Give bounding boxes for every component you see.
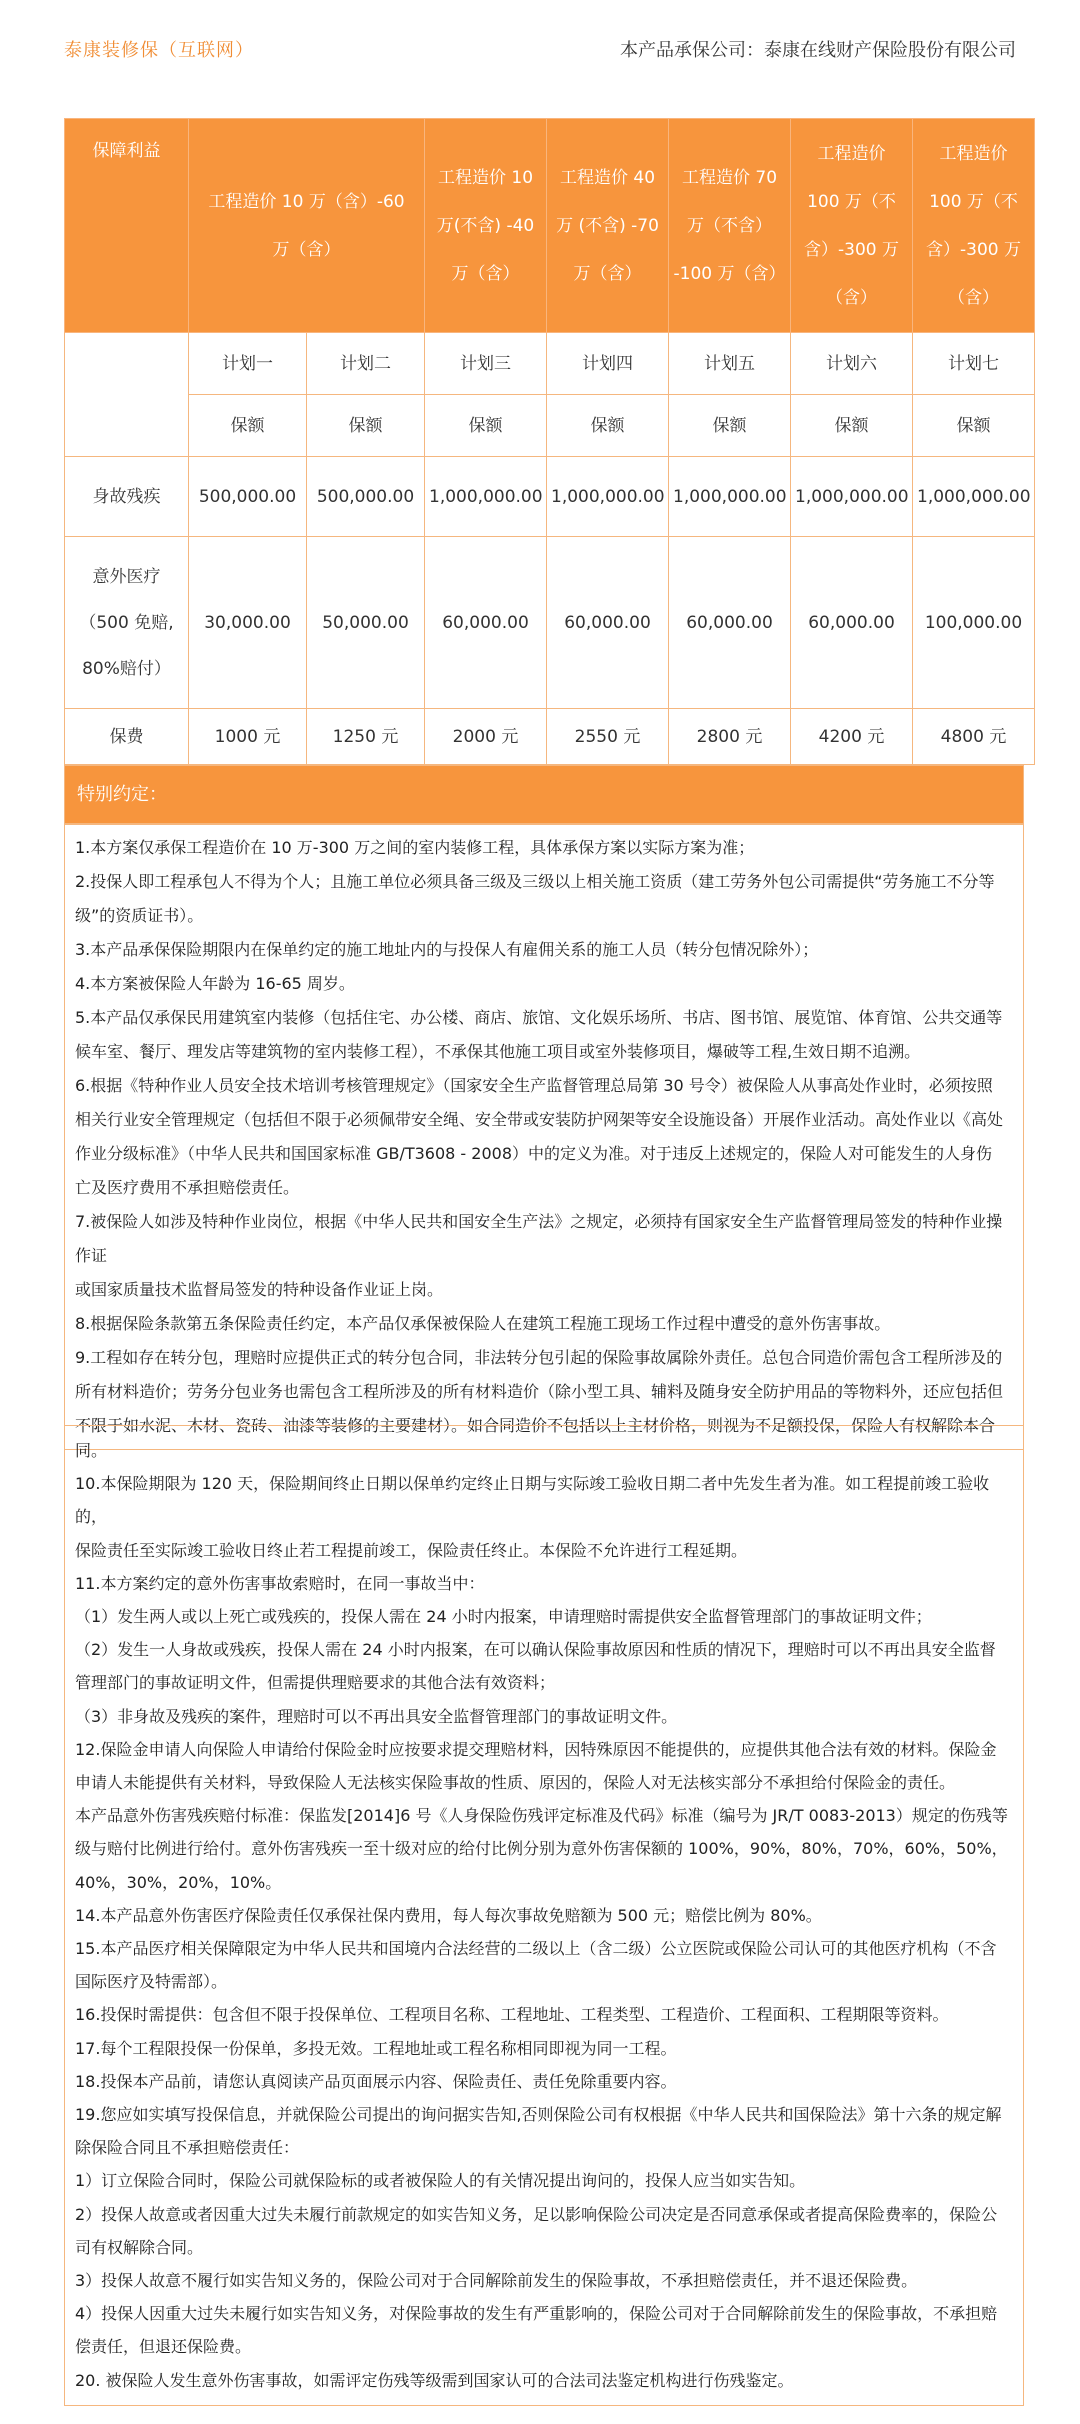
brand-title: 泰康装修保（互联网）: [64, 40, 254, 61]
table-row: [65, 709, 1035, 765]
term-line: 作业分级标准》（中华人民共和国国家标准 GB/T3608 - 2008）中的定义为准。对于违反上述规定的，保险人对可能发生的人身伤: [75, 1144, 993, 1163]
blank-cell: [65, 333, 189, 457]
term-line: 20. 被保险人发生意外伤害事故，如需评定伤残等级需到国家认可的合法司法鉴定机构进行伤残鉴定。: [75, 2370, 794, 2390]
table-cell: 1,000,000.00: [913, 457, 1035, 537]
term-line: 3）投保人故意不履行如实告知义务的，保险公司对于合同解除前发生的保险事故，不承担赔偿责任，并不退还保险费。: [75, 2271, 918, 2291]
special-terms-part2: [64, 1425, 1024, 2406]
table-cell: 1,000,000.00: [425, 457, 547, 537]
table-cell: 30,000.00: [189, 537, 307, 709]
term-line: 15.本产品医疗相关保障限定为中华人民共和国境内合法经营的二级以上（含二级）公立医院或保险公司认可的其他医疗机构（不含: [75, 1939, 997, 1959]
term-line: 除保险合同且不承担赔偿责任：: [75, 2138, 300, 2158]
term-line: 4）投保人因重大过失未履行如实告知义务，对保险事故的发生有严重影响的，保险公司对于合同解除前发生的保险事故，不承担赔: [75, 2304, 998, 2324]
benefit-table: [64, 118, 1035, 765]
amount-label: 保额: [547, 395, 669, 457]
table-row: [65, 537, 1035, 709]
term-line: 9.工程如存在转分包，理赔时应提供正式的转分包合同，非法转分包引起的保险事故属除外责任。总包合同造价需包含工程所涉及的: [75, 1348, 1003, 1367]
table-cell: 500,000.00: [189, 457, 307, 537]
amount-label: 保额: [791, 395, 913, 457]
table-cell: 50,000.00: [307, 537, 425, 709]
plan-name: 计划一: [189, 333, 307, 395]
term-line: 或国家质量技术监督局签发的特种设备作业证上岗。: [75, 1280, 444, 1299]
plan-name: 计划五: [669, 333, 791, 395]
term-line: 5.本产品仅承保民用建筑室内装修（包括住宅、办公楼、商店、旅馆、文化娱乐场所、书店、图书馆、展览馆、体育馆、公共交通等: [75, 1008, 1003, 1027]
amount-label: 保额: [425, 395, 547, 457]
term-line: 18.投保本产品前，请您认真阅读产品页面展示内容、保险责任、责任免除重要内容。: [75, 2071, 677, 2091]
plan-name: 计划二: [307, 333, 425, 395]
amount-label: 保额: [913, 395, 1035, 457]
table-cell: 1000 元: [189, 709, 307, 765]
term-line: 申请人未能提供有关材料，导致保险人无法核实保险事故的性质、原因的，保险人对无法核实部分不承担给付保险金的责任。: [75, 1773, 956, 1793]
amount-label: 保额: [189, 395, 307, 457]
term-line: 16.投保时需提供：包含但不限于投保单位、工程项目名称、工程地址、工程类型、工程造价、工程面积、工程期限等资料。: [75, 2005, 949, 2025]
term-line: 4.本方案被保险人年龄为 16-65 周岁。: [75, 974, 355, 993]
term-line: 同。: [75, 1441, 108, 1460]
term-line: 40%，30%，20%，10%。: [75, 1872, 282, 1892]
plan-name: 计划七: [913, 333, 1035, 395]
term-line: 14.本产品意外伤害医疗保险责任仅承保社保内费用，每人每次事故免赔额为 500 元；赔偿比例为 80%。: [75, 1905, 822, 1925]
term-line: 相关行业安全管理规定（包括但不限于必须佩带安全绳、安全带或安装防护网架等安全设施设备）开展作业活动。高处作业以《高处: [75, 1110, 1004, 1129]
table-cell: 4800 元: [913, 709, 1035, 765]
term-line: 1）订立保险合同时，保险公司就保险标的或者被保险人的有关情况提出询问的，投保人应当如实告知。: [75, 2171, 806, 2191]
plan-name: 计划六: [791, 333, 913, 395]
table-cell: 60,000.00: [669, 537, 791, 709]
term-line: （1）发生两人或以上死亡或残疾的，投保人需在 24 小时内报案，申请理赔时需提供安全监督管理部门的事故证明文件；: [75, 1607, 932, 1627]
term-line: 2.投保人即工程承包人不得为个人；且施工单位必须具备三级及三级以上相关施工资质（建工劳务外包公司需提供“劳务施工不分等: [75, 872, 995, 891]
term-line: 所有材料造价；劳务分包业务也需包含工程所涉及的所有材料造价（除小型工具、辅料及随身安全防护用品的等物料外，还应包括但: [75, 1382, 1004, 1401]
row-label: 保费: [65, 709, 189, 765]
amount-label: 保额: [669, 395, 791, 457]
term-line: 17.每个工程限投保一份保单，多投无效。工程地址或工程名称相同即视为同一工程。: [75, 2038, 677, 2058]
amount-label-row: [65, 395, 1035, 457]
plan-name-row: [65, 333, 1035, 395]
term-line: 级与赔付比例进行给付。意外伤害残疾一至十级对应的给付比例分别为意外伤害保额的 100%，90%，80%，70%，60%，50%，: [75, 1839, 1008, 1859]
table-header-row: [65, 119, 1035, 333]
underwriter-text: 本产品承保公司：泰康在线财产保险股份有限公司: [620, 40, 1016, 61]
term-line: 偿责任，但退还保险费。: [75, 2337, 252, 2357]
term-line: 10.本保险期限为 120 天，保险期间终止日期以保单约定终止日期与实际竣工验收日期二者中先发生者为准。如工程提前竣工验收的，: [75, 1474, 990, 1527]
table-cell: 60,000.00: [791, 537, 913, 709]
row-label: 意外医疗 （500 免赔, 80%赔付）: [65, 537, 189, 709]
term-line: 亡及医疗费用不承担赔偿责任。: [75, 1178, 300, 1197]
page-header: [0, 0, 1080, 100]
tier-header: 工程造价 100 万（不 含）-300 万 （含）: [913, 119, 1035, 333]
term-line: 3.本产品承保保险期限内在保单约定的施工地址内的与投保人有雇佣关系的施工人员（转分包情况除外）；: [75, 940, 819, 959]
row-label: 身故残疾: [65, 457, 189, 537]
table-cell: 2800 元: [669, 709, 791, 765]
term-line: 12.保险金申请人向保险人申请给付保险金时应按要求提交理赔材料，因特殊原因不能提供的，应提供其他合法有效的材料。保险金: [75, 1739, 997, 1759]
term-line: 11.本方案约定的意外伤害事故索赔时，在同一事故当中：: [75, 1573, 485, 1593]
table-cell: 500,000.00: [307, 457, 425, 537]
tier-header: 工程造价 10 万(不含) -40 万（含）: [425, 119, 547, 333]
term-line: 保险责任至实际竣工验收日终止若工程提前竣工，保险责任终止。本保险不允许进行工程延期。: [75, 1540, 748, 1560]
term-line: （3）非身故及残疾的案件，理赔时可以不再出具安全监督管理部门的事故证明文件。: [75, 1706, 678, 1726]
table-cell: 100,000.00: [913, 537, 1035, 709]
tier-header: 工程造价 40 万 (不含) -70 万（含）: [547, 119, 669, 333]
term-line: 19.您应如实填写投保信息，并就保险公司提出的询问据实告知,否则保险公司有权根据《中华人民共和国保险法》第十六条的规定解: [75, 2105, 1002, 2125]
table-cell: 60,000.00: [425, 537, 547, 709]
term-line: 国际医疗及特需部）。: [75, 1972, 228, 1992]
tier-header: 工程造价 70 万（不含） -100 万（含）: [669, 119, 791, 333]
amount-label: 保额: [307, 395, 425, 457]
table-cell: 2550 元: [547, 709, 669, 765]
product-content: [64, 118, 1031, 1450]
table-cell: 2000 元: [425, 709, 547, 765]
special-terms-part1: [64, 824, 1024, 1450]
table-cell: 4200 元: [791, 709, 913, 765]
table-row: [65, 457, 1035, 537]
tier-header: 工程造价 10 万（含）-60 万（含）: [189, 119, 425, 333]
term-line: 司有权解除合同。: [75, 2237, 204, 2257]
term-line: 6.根据《特种作业人员安全技术培训考核管理规定》（国家安全生产监督管理总局第 30 号令）被保险人从事高处作业时，必须按照: [75, 1076, 993, 1095]
term-line: 本产品意外伤害残疾赔付标准：保监发[2014]6 号《人身保险伤残评定标准及代码》标准（编号为 JR/T 0083-2013）规定的伤残等: [75, 1806, 1008, 1826]
term-line: 候车室、餐厅、理发店等建筑物的室内装修工程），不承保其他施工项目或室外装修项目，爆破等工程,生效日期不追溯。: [75, 1042, 921, 1061]
table-cell: 1250 元: [307, 709, 425, 765]
table-cell: 1,000,000.00: [547, 457, 669, 537]
special-terms-title: 特别约定：: [64, 765, 1024, 824]
term-line: 管理部门的事故证明文件，但需提供理赔要求的其他合法有效资料；: [75, 1673, 556, 1693]
table-cell: 60,000.00: [547, 537, 669, 709]
term-line: （2）发生一人身故或残疾，投保人需在 24 小时内报案，在可以确认保险事故原因和性质的情况下，理赔时可以不再出具安全监督: [75, 1640, 996, 1660]
term-line: 8.根据保险条款第五条保险责任约定，本产品仅承保被保险人在建筑工程施工现场工作过程中遭受的意外伤害事故。: [75, 1314, 891, 1333]
table-cell: 1,000,000.00: [791, 457, 913, 537]
term-line: 1.本方案仅承保工程造价在 10 万-300 万之间的室内装修工程，具体承保方案以实际方案为准；: [75, 838, 755, 857]
plan-name: 计划四: [547, 333, 669, 395]
term-line: 不限于如水泥、木材、瓷砖、油漆等装修的主要建材）。如合同造价不包括以上主材价格，则视为不足额投保，保险人有权解除本合: [75, 1416, 996, 1435]
term-line: 7.被保险人如涉及特种作业岗位，根据《中华人民共和国安全生产法》之规定，必须持有国家安全生产监督管理局签发的特种作业操作证: [75, 1212, 1003, 1265]
corner-header: 保障利益: [65, 119, 189, 333]
table-cell: 1,000,000.00: [669, 457, 791, 537]
tier-header: 工程造价 100 万（不 含）-300 万 （含）: [791, 119, 913, 333]
plan-name: 计划三: [425, 333, 547, 395]
term-line: 级”的资质证书）。: [75, 906, 204, 925]
term-line: 2）投保人故意或者因重大过失未履行前款规定的如实告知义务，足以影响保险公司决定是否同意承保或者提高保险费率的，保险公: [75, 2204, 998, 2224]
